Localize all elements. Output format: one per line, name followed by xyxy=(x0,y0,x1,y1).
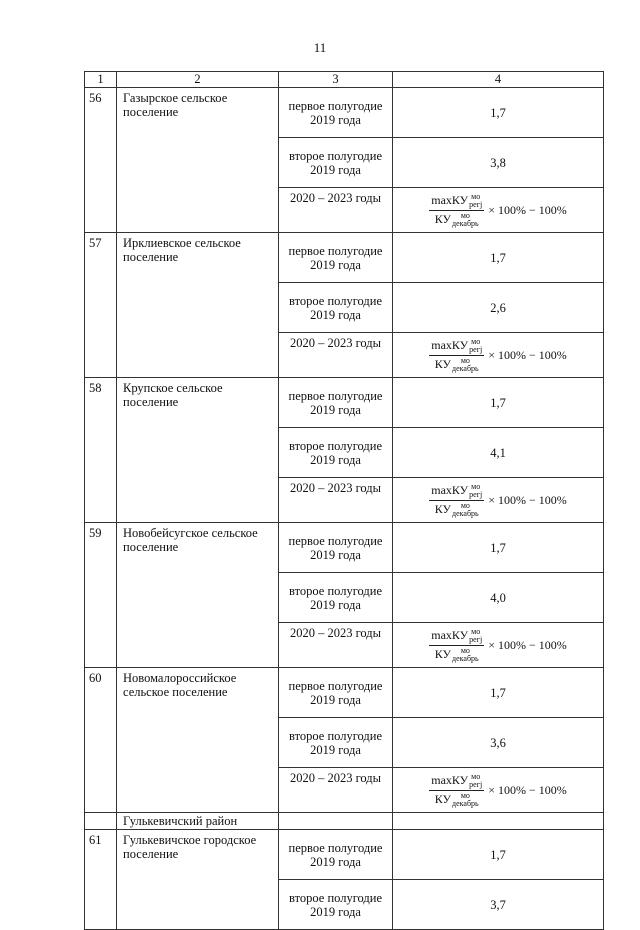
period-cell: первое полугодие 2019 года xyxy=(279,668,393,718)
formula-tail: × 100% − 100% xyxy=(488,783,567,797)
formula-denominator-indices xyxy=(452,792,479,808)
period-cell: первое полугодие 2019 года xyxy=(279,830,393,880)
table-row xyxy=(85,830,604,880)
formula-numerator-indices xyxy=(469,773,482,789)
period-cell: второе полугодие 2019 года xyxy=(279,428,393,478)
formula-denominator-indices xyxy=(452,357,479,373)
formula-denominator-sub: декабрь xyxy=(452,653,479,663)
value-cell: 1,7 xyxy=(393,378,604,428)
table-row xyxy=(85,88,604,138)
value-cell: 1,7 xyxy=(393,668,604,718)
value-cell: 3,7 xyxy=(393,880,604,930)
period-cell: второе полугодие 2019 года xyxy=(279,880,393,930)
municipality-name: Гулькевичское городское поселение xyxy=(117,830,279,930)
value-cell xyxy=(393,188,604,233)
value-cell xyxy=(393,333,604,378)
formula-denominator-sup: мо xyxy=(460,790,470,800)
formula-denominator-indices xyxy=(452,212,479,228)
tariff-table xyxy=(84,71,604,930)
period-cell: первое полугодие 2019 года xyxy=(279,88,393,138)
formula-denominator xyxy=(433,211,481,228)
formula-denominator-indices xyxy=(452,647,479,663)
formula-numerator xyxy=(429,338,484,356)
formula xyxy=(393,773,603,808)
period-cell: второе полугодие 2019 года xyxy=(279,573,393,623)
formula-numerator-sub: регj xyxy=(469,489,483,499)
formula-numerator-sub: регj xyxy=(469,779,483,789)
formula-denominator-indices xyxy=(452,502,479,518)
table-row xyxy=(85,378,604,428)
formula-fraction xyxy=(429,338,484,373)
table-row xyxy=(85,233,604,283)
page-number: 11 xyxy=(313,40,327,55)
period-cell: второе полугодие 2019 года xyxy=(279,718,393,768)
municipality-name: Газырское сельское поселение xyxy=(117,88,279,233)
formula-numerator xyxy=(429,628,484,646)
district-empty-cell xyxy=(393,813,604,830)
formula xyxy=(393,193,603,228)
value-cell: 1,7 xyxy=(393,523,604,573)
formula-numerator-sub: регj xyxy=(469,199,483,209)
formula-denominator-sup: мо xyxy=(460,500,470,510)
period-cell: первое полугодие 2019 года xyxy=(279,378,393,428)
formula-denominator-base: КУ xyxy=(434,501,452,516)
table-row xyxy=(85,523,604,573)
value-cell: 1,7 xyxy=(393,830,604,880)
table-header-row xyxy=(85,72,604,88)
formula-numerator xyxy=(429,773,484,791)
formula-fraction xyxy=(429,773,484,808)
formula-denominator-sub: декабрь xyxy=(452,508,479,518)
value-cell: 4,1 xyxy=(393,428,604,478)
entry-number: 61 xyxy=(85,830,117,930)
formula-denominator-base: КУ xyxy=(434,356,452,371)
formula xyxy=(393,483,603,518)
formula-denominator-base: КУ xyxy=(434,646,452,661)
municipality-name: Новобейсугское сельское поселение xyxy=(117,523,279,668)
formula-numerator-sub: регj xyxy=(469,344,483,354)
formula-numerator-base: maxКУ xyxy=(431,337,469,352)
value-cell xyxy=(393,623,604,668)
formula-numerator-base: maxКУ xyxy=(431,192,469,207)
formula-denominator-sub: декабрь xyxy=(452,798,479,808)
period-cell: первое полугодие 2019 года xyxy=(279,233,393,283)
formula-numerator-indices xyxy=(469,338,482,354)
formula-fraction xyxy=(429,483,484,518)
district-empty-cell xyxy=(85,813,117,830)
formula-denominator-sup: мо xyxy=(460,355,470,365)
value-cell xyxy=(393,768,604,813)
period-cell: 2020 – 2023 годы xyxy=(279,333,393,378)
formula-numerator-sup: мо xyxy=(471,191,481,201)
entry-number: 56 xyxy=(85,88,117,233)
entry-number: 57 xyxy=(85,233,117,378)
value-cell: 3,6 xyxy=(393,718,604,768)
period-cell: 2020 – 2023 годы xyxy=(279,478,393,523)
municipality-name: Новомалороссийское сельское поселение xyxy=(117,668,279,813)
entry-number: 59 xyxy=(85,523,117,668)
formula-numerator-sup: мо xyxy=(471,481,481,491)
formula-numerator-indices xyxy=(469,483,482,499)
formula xyxy=(393,628,603,663)
municipality-name: Крупское сельское поселение xyxy=(117,378,279,523)
value-cell: 1,7 xyxy=(393,233,604,283)
header-cell: 3 xyxy=(279,72,393,88)
value-cell: 1,7 xyxy=(393,88,604,138)
district-name: Гулькевичский район xyxy=(117,813,279,830)
formula-denominator-sup: мо xyxy=(460,645,470,655)
header-cell: 1 xyxy=(85,72,117,88)
formula-numerator-sup: мо xyxy=(471,336,481,346)
period-cell: 2020 – 2023 годы xyxy=(279,623,393,668)
formula-tail: × 100% − 100% xyxy=(488,493,567,507)
period-cell: 2020 – 2023 годы xyxy=(279,188,393,233)
district-row xyxy=(85,813,604,830)
formula-tail: × 100% − 100% xyxy=(488,638,567,652)
formula-denominator-sub: декабрь xyxy=(452,218,479,228)
formula-numerator-sup: мо xyxy=(471,626,481,636)
formula-denominator-base: КУ xyxy=(434,791,452,806)
table-row xyxy=(85,668,604,718)
formula-tail: × 100% − 100% xyxy=(488,348,567,362)
formula-numerator xyxy=(429,193,484,211)
formula-numerator xyxy=(429,483,484,501)
formula-numerator-base: maxКУ xyxy=(431,772,469,787)
formula-numerator-indices xyxy=(469,193,482,209)
district-empty-cell xyxy=(279,813,393,830)
header-cell: 2 xyxy=(117,72,279,88)
formula-denominator xyxy=(433,791,481,808)
formula-tail: × 100% − 100% xyxy=(488,203,567,217)
period-cell: второе полугодие 2019 года xyxy=(279,138,393,188)
period-cell: 2020 – 2023 годы xyxy=(279,768,393,813)
formula-numerator-base: maxКУ xyxy=(431,627,469,642)
entry-number: 58 xyxy=(85,378,117,523)
formula-numerator-sup: мо xyxy=(471,771,481,781)
formula-fraction xyxy=(429,193,484,228)
formula-denominator-sup: мо xyxy=(460,210,470,220)
period-cell: первое полугодие 2019 года xyxy=(279,523,393,573)
formula-denominator-sub: декабрь xyxy=(452,363,479,373)
formula-denominator-base: КУ xyxy=(434,211,452,226)
formula-denominator xyxy=(433,356,481,373)
value-cell: 2,6 xyxy=(393,283,604,333)
formula-fraction xyxy=(429,628,484,663)
formula-denominator xyxy=(433,501,481,518)
value-cell: 4,0 xyxy=(393,573,604,623)
municipality-name: Ирклиевское сельское поселение xyxy=(117,233,279,378)
formula-numerator-base: maxКУ xyxy=(431,482,469,497)
value-cell xyxy=(393,478,604,523)
period-cell: второе полугодие 2019 года xyxy=(279,283,393,333)
header-cell: 4 xyxy=(393,72,604,88)
formula-denominator xyxy=(433,646,481,663)
value-cell: 3,8 xyxy=(393,138,604,188)
entry-number: 60 xyxy=(85,668,117,813)
formula-numerator-sub: регj xyxy=(469,634,483,644)
formula xyxy=(393,338,603,373)
formula-numerator-indices xyxy=(469,628,482,644)
